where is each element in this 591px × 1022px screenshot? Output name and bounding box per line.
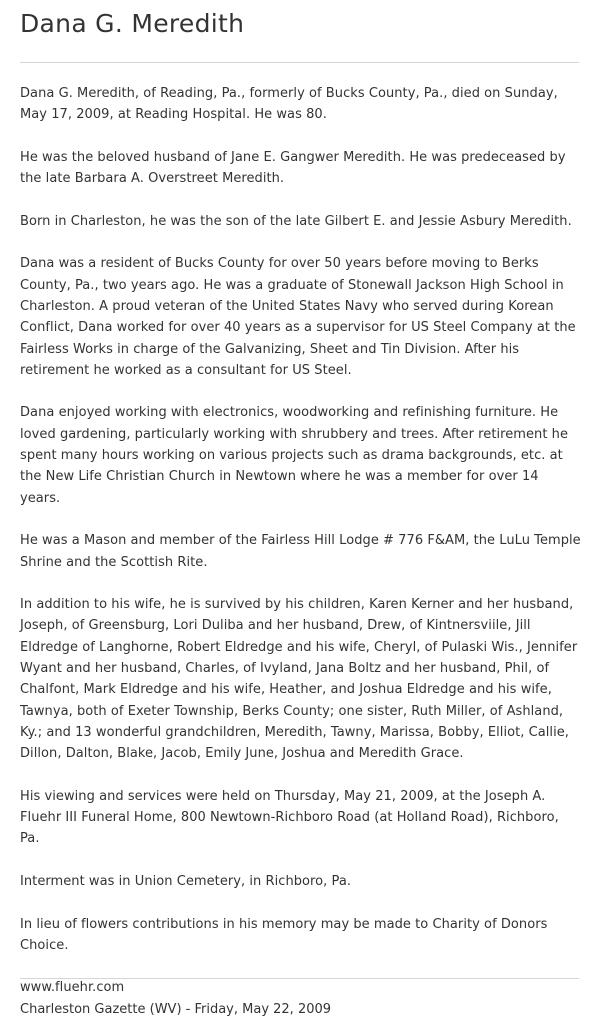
page-title: Dana G. Meredith [20,9,245,38]
paragraph-memberships: He was a Mason and member of the Fairless Hill Lodge # 776 F&AM, the LuLu Temple Shrine and the Scottish Rite. [20,533,581,570]
paragraph-interment: Interment was in Union Cemetery, in Richboro, Pa. [20,873,352,889]
paragraph-career: Dana was a resident of Bucks County for over 50 years before moving to Berks County, Pa., two years ago. He was a graduate of Stonewall Jackson High School in Charleston. A proud veteran of the United States Navy who served during Korean Conflict, Dana worked for over 40 years as a supervisor for US Steel Company at the Fairless Works in charge of the Galvanizing, Sheet and Tin Division. After his retirement he worked as a consultant for US Steel. [20,256,576,378]
paragraph-hobbies: Dana enjoyed working with electronics, woodworking and refinishing furniture. He loved gardening, particularly working with shrubbery and trees. After retirement he spent many hours working on various projects such as drama backgrounds, etc. at the New Life Christian Church in Newtown where he was a member for over 14 years. [20,405,568,506]
title-divider [20,62,579,63]
obituary-body [20,83,582,1020]
paragraph-birth: Born in Charleston, he was the son of the late Gilbert E. and Jessie Asbury Meredith. [20,213,572,229]
funeral-home-website: www.fluehr.com [20,980,125,996]
paragraph-death-notice: Dana G. Meredith, of Reading, Pa., formerly of Bucks County, Pa., died on Sunday, May 17, 2009, at Reading Hospital. He was 80. [20,86,558,123]
paragraph-survivors: In addition to his wife, he is survived by his children, Karen Kerner and her husband, Joseph, of Greensburg, Lori Duliba and her husband, Drew, of Kintnersviile, Jill Eldredge of Langhorne, Robert Eldredge and his wife, Cheryl, of Pulaski Wis., Jennifer Wyant and her husband, Charles, of Ivyland, Jana Boltz and her husband, Phil, of Chalfont, Mark Eldredge and his wife, Heather, and Joshua Eldredge and his wife, Tawnya, both of Exeter Township, Berks County; one sister, Ruth Miller, of Ashland, Ky.; and 13 wonderful grandchildren, Meredith, Tawny, Marissa, Bobby, Elliot, Callie, Dillon, Dalton, Blake, Jacob, Emily June, Joshua and Meredith Grace. [20,597,578,762]
publication-source: Charleston Gazette (WV) - Friday, May 22, 2009 [20,1002,332,1017]
paragraph-contributions: In lieu of flowers contributions in his memory may be made to Charity of Donors Choice. [20,916,548,953]
source-divider [20,978,579,979]
paragraph-spouse: He was the beloved husband of Jane E. Gangwer Meredith. He was predeceased by the late Barbara A. Overstreet Meredith. [20,149,566,187]
paragraph-services: His viewing and services were held on Thursday, May 21, 2009, at the Joseph A. Fluehr III Funeral Home, 800 Newtown-Richboro Road (at Holland Road), Richboro, Pa. [20,788,559,847]
